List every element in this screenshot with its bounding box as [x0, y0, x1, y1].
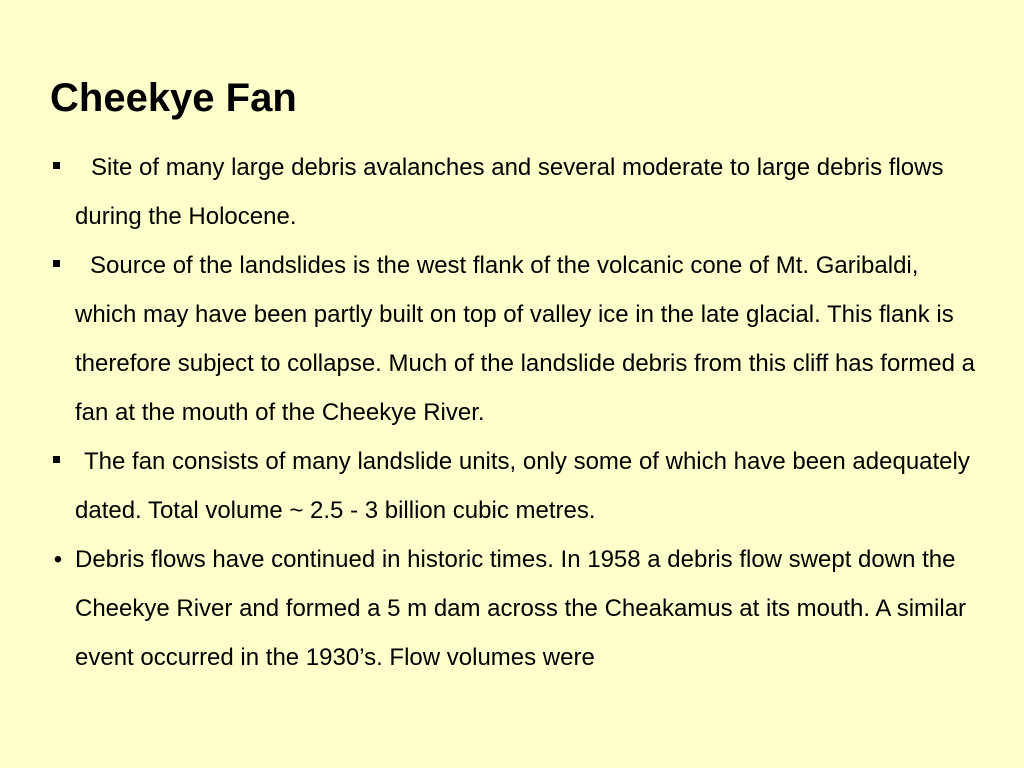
slide-title: Cheekye Fan: [50, 76, 297, 120]
bullet-item: [46, 241, 986, 437]
square-bullet-icon: [52, 455, 62, 465]
bullet-text: The fan consists of many landslide units, only some of which have been adequately dated. Total volume ~ 2.5 - 3 billion cubic metres.: [75, 448, 970, 524]
bullet-text: Source of the landslides is the west flank of the volcanic cone of Mt. Garibaldi, which may have been partly built on top of valley ice in the late glacial. This flank is therefore subject to collapse. Much of the landslide debris from this cliff has formed a fan at the mouth of the Cheekye River.: [75, 252, 976, 426]
square-bullet-icon: [52, 259, 62, 269]
bullet-list: [46, 143, 986, 682]
bullet-item: [46, 535, 986, 682]
square-bullet-icon: [52, 161, 62, 171]
bullet-item: [46, 143, 986, 241]
bullet-text: Site of many large debris avalanches and several moderate to large debris flows during the Holocene.: [75, 154, 944, 230]
bullet-item: [46, 437, 986, 535]
bullet-text: Debris flows have continued in historic times. In 1958 a debris flow swept down the Cheekye River and formed a 5 m dam across the Cheakamus at its mouth. A similar event occurred in the 1930’s. Flow volumes were: [75, 546, 967, 671]
round-bullet-icon: [46, 535, 70, 584]
